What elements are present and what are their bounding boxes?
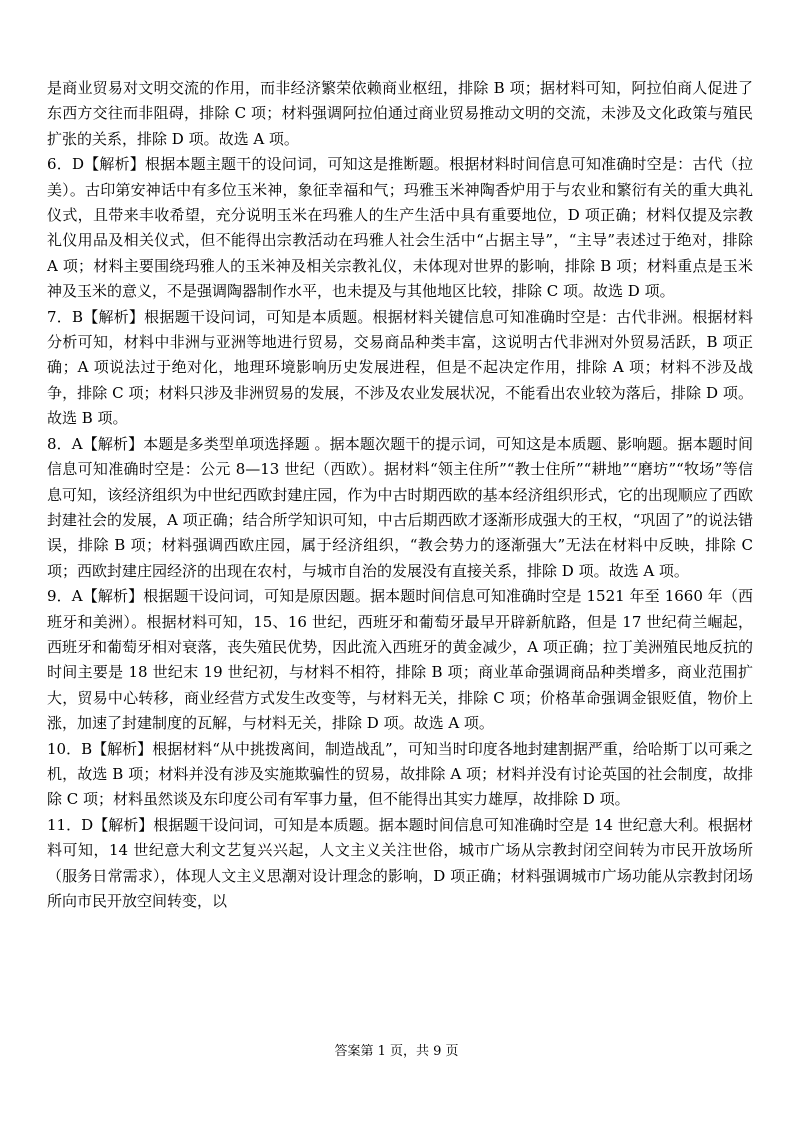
paragraph-continuation: 是商业贸易对文明交流的作用，而非经济繁荣依赖商业枢纽，排除 B 项；据材料可知，阿拉伯商人促进了东西方交往而非阻碍，排除 C 项；材料强调阿拉伯通过商业贸易推动文明的交流，未涉及文化政策与殖民扩张的关系，排除 D 项。故选 A 项。 <box>47 79 753 148</box>
answer-7: 7．B【解析】根据题干设问词，可知是本质题。根据材料关键信息可知准确时空是：古代非洲。根据材料分析可知，材料中非洲与亚洲等地进行贸易，交易商品种类丰富，这说明古代非洲对外贸易活跃，B 项正确；A 项说法过于绝对化，地理环境影响历史发展进程，但是不起决定作用，排除 A 项；材料不涉及战争，排除 C 项；材料只涉及非洲贸易的发展，不涉及农业发展状况，不能看出农业较为落后，排除 D 项。故选 B 项。 <box>47 307 753 428</box>
answer-8: 8．A【解析】本题是多类型单项选择题 。据本题次题干的提示词，可知这是本质题、影响题。据本题时间信息可知准确时空是：公元 8—13 世纪（西欧）。据材料“领主住所”“教士住所”“耕地”“磨坊”“牧场”等信息可知，该经济组织为中世纪西欧封建庄园，作为中古时期西欧的基本经济组织形式，它的出现顺应了西欧封建社会的发展，A 项正确；结合所学知识可知，中古后期西欧才逐渐形成强大的王权，“巩固了”的说法错误，排除 B 项；材料强调西欧庄园，属于经济组织，“教会势力的逐渐强大”无法在材料中反映，排除 C 项；西欧封建庄园经济的出现在农村，与城市自治的发展没有直接关系，排除 D 项。故选 A 项。 <box>47 434 753 580</box>
answer-11: 11．D【解析】根据题干设问词，可知是本质题。据本题时间信息可知准确时空是 14 世纪意大利。根据材料可知，14 世纪意大利文艺复兴兴起，人文主义关注世俗，城市广场从宗教封闭空间转为市民开放场所（服务日常需求），体现人文主义思潮对设计理念的影响，D 项正确；材料强调城市广场功能从宗教封闭场所向市民开放空间转变，以 <box>47 815 753 910</box>
answer-6: 6．D【解析】根据本题主题干的设问词，可知这是推断题。根据材料时间信息可知准确时空是：古代（拉美）。古印第安神话中有多位玉米神，象征幸福和气；玛雅玉米神陶香炉用于与农业和繁衍有关的重大典礼仪式，且带来丰收希望，充分说明玉米在玛雅人的生产生活中具有重要地位，D 项正确；材料仅提及宗教礼仪用品及相关仪式，但不能得出宗教活动在玛雅人社会生活中“占据主导”，“主导”表述过于绝对，排除 A 项；材料主要围绕玛雅人的玉米神及相关宗教礼仪，未体现对世界的影响，排除 B 项；材料重点是玉米神及玉米的意义，不是强调陶器制作水平，也未提及与其他地区比较，排除 C 项。故选 D 项。 <box>47 155 753 301</box>
answer-9: 9．A【解析】根据题干设问词，可知是原因题。据本题时间信息可知准确时空是 1521 年至 1660 年（西班牙和美洲）。根据材料可知，15、16 世纪，西班牙和葡萄牙最早开辟新航路，但是 17 世纪荷兰崛起，西班牙和葡萄牙相对衰落，丧失殖民优势，因此流入西班牙的黄金减少，A 项正确；拉丁美洲殖民地反抗的时间主要是 18 世纪末 19 世纪初，与材料不相符，排除 B 项；商业革命强调商品种类增多，商业范围扩大，贸易中心转移，商业经营方式发生改变等，与材料无关，排除 C 项；价格革命强调金银贬值，物价上涨，加速了封建制度的瓦解，与材料无关，排除 D 项。故选 A 项。 <box>47 587 753 733</box>
answer-document <box>47 76 753 914</box>
page-footer: 答案第 1 页，共 9 页 <box>334 1044 459 1059</box>
answer-10: 10．B【解析】根据材料“从中挑拨离间，制造战乱”，可知当时印度各地封建割据严重，给哈斯丁以可乘之机，故选 B 项；材料并没有涉及实施欺骗性的贸易，故排除 A 项；材料并没有讨论英国的社会制度，故排除 C 项；材料虽然谈及东印度公司有军事力量，但不能得出其实力雄厚，故排除 D 项。 <box>47 739 753 809</box>
